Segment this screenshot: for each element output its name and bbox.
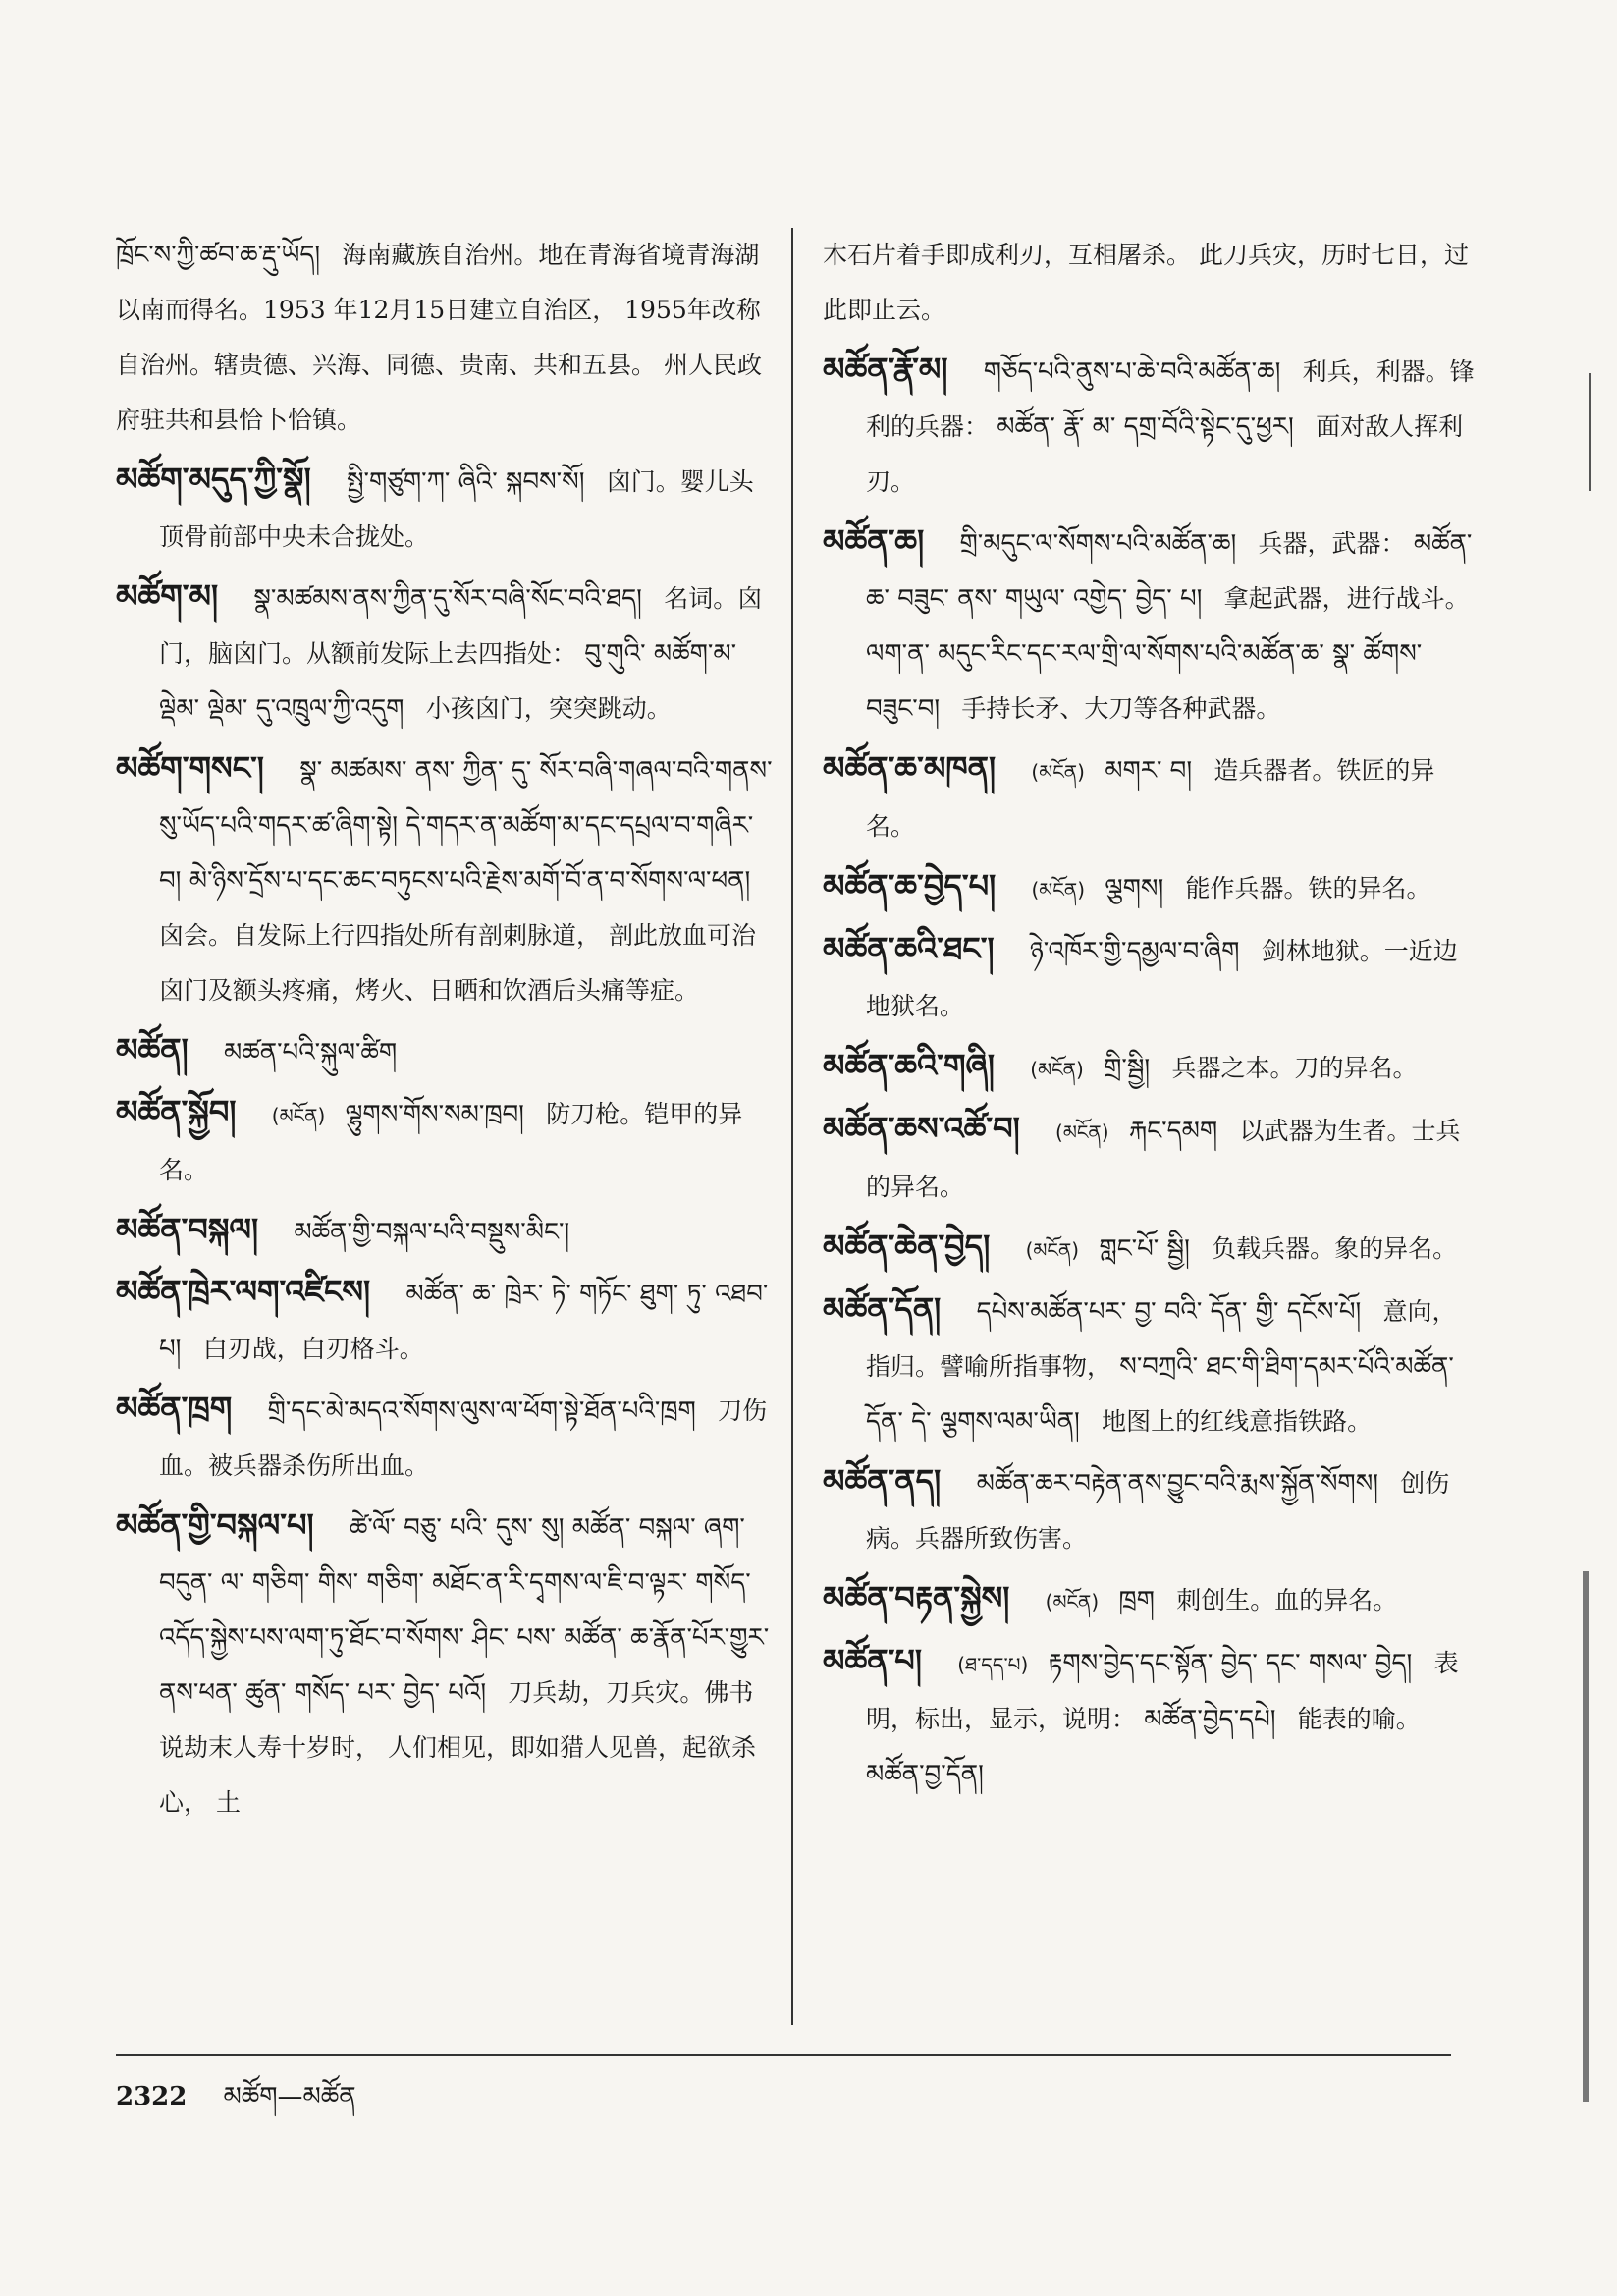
headword: མཚོན་གྱི་བསྐལ་པ།: [116, 1506, 314, 1544]
chinese-example: 地图上的红线意指铁路。: [1102, 1407, 1373, 1436]
chinese-definition: 囟门。婴儿头顶骨前部中央未合拢处。: [159, 467, 754, 551]
headword: མཚོན།: [116, 1031, 189, 1068]
dictionary-entry: [823, 342, 1481, 510]
headword: མཚོན་ཆས་འཚོ་བ།: [823, 1110, 1020, 1147]
chinese-definition: 海南藏族自治州。地在青海省境青海湖以南而得名。1953 年12月15日建立自治区， 1955年改称自治州。辖贵德、兴海、同德、贵南、共和五县。 州人民政府驻共和县恰卜恰镇。: [116, 241, 762, 434]
tibetan-definition: སྣ་ མཚམས་ ནས་ ཀྱིན་ དུ་ སོར་བཞི་གཞལ་བའི་གནས་སུ་ཡོད་པའི་གདར་ཚ་ཞིག་སྟེ། དེ་གདར་ན་མཚོག་མ་དང་དཔྲལ་བ་གཞིར་བ། མེ་ཉིས་དྲོས་པ་དང་ཆང་བཏུངས་པའི་རྗེས་མགོ་བོ་ན་བ་སོགས་ལ་ཕན།: [159, 756, 773, 896]
dictionary-entry: [116, 1264, 774, 1377]
tibetan-definition: ལྕགས།: [1105, 874, 1164, 903]
chinese-definition: 兵器之本。刀的异名。: [1171, 1054, 1418, 1082]
tibetan-definition: ཉེ་འཁོར་གྱི་དམྱལ་བ་ཞིག: [1029, 937, 1240, 966]
dictionary-entry: [823, 514, 1481, 737]
headword: མཚོན་ཆ།: [823, 522, 925, 560]
source-tag: (མངོན): [1045, 1590, 1100, 1613]
source-tag: (མངོན): [1055, 1121, 1109, 1144]
source-tag: (མངོན): [1030, 1058, 1084, 1081]
tibetan-definition: སྣ་མཚམས་ནས་ཀྱིན་དུ་སོར་བཞི་སོང་བའི་ཐད།: [253, 584, 642, 614]
dictionary-entry: [823, 921, 1481, 1034]
headword: མཚོན་ཆའི་ཐང་།: [823, 930, 995, 967]
dictionary-entry: [823, 740, 1481, 854]
edge-mark: [1589, 373, 1591, 491]
headword: མཚོན་སྐྱོབ།: [116, 1093, 237, 1130]
tibetan-example: མཚོན་བྱ་དོན།: [866, 1760, 984, 1789]
edge-mark: [1583, 1571, 1589, 2102]
source-tag: (མངོན): [271, 1104, 326, 1127]
chinese-definition: 意向，指归。譬喻所指事物，: [866, 1297, 1457, 1381]
headword: མཚོན་ཆའི་གཞི།: [823, 1047, 996, 1084]
headword: མཚོན་ཁྲག: [116, 1390, 233, 1427]
dictionary-entry: [823, 1633, 1481, 1802]
chinese-definition: 防刀枪。铠甲的异名。: [159, 1100, 743, 1184]
tibetan-definition: གྲི་སྦྱི།: [1104, 1054, 1151, 1083]
headword: མཚོན་བརྟན་སྐྱེས།: [823, 1579, 1010, 1616]
tibetan-definition: མཚན་པའི་སྐུལ་ཚིག: [223, 1038, 398, 1067]
tibetan-example: ས་བཀྲའི་ ཐང་གི་ཐིག་དམར་པོའི་མཚོན་དོན་ དེ་ ལྕགས་ལམ་ཡིན།: [866, 1352, 1454, 1437]
tibetan-definition: མཚོན་གྱི་བསྐལ་པའི་བསྡུས་མིང་།: [294, 1218, 570, 1247]
left-column: [116, 228, 774, 1834]
chinese-definition: 剑林地狱。一近边地狱名。: [866, 937, 1458, 1020]
entry-range: མཚོག—མཚོན: [223, 2082, 356, 2111]
dictionary-entry: [823, 1219, 1481, 1278]
tibetan-definition: མཚོན་ཆར་བརྟེན་ནས་བྱུང་བའི་རྨས་སྐྱོན་སོགས།: [976, 1469, 1379, 1499]
chinese-definition: 以武器为生者。士兵的异名。: [866, 1117, 1461, 1201]
tibetan-definition: རྐང་དམག: [1128, 1117, 1218, 1146]
dictionary-entry: [116, 1022, 774, 1080]
tibetan-definition: རྟགས་བྱེད་དང་སྟོན་ བྱེད་ དང་ གསལ་ བྱེད།: [1048, 1649, 1413, 1678]
tibetan-definition: ཚེ་ལོ་ བཅུ་ པའི་ དུས་ སུ། མཚོན་ བསྐལ་ ཞག་ བདུན་ ལ་ གཅིག་ གིས་ གཅིག་ མཐོང་ན་རི་དྭགས་ལ་ཇི་བ་ལྟར་ གསོད་ འདོད་སྐྱེས་པས་ལག་ཏུ་ཐོང་བ་སོགས་ ཤིང་ པས་ མཚོན་ ཆ་རྣོན་པོར་གྱུར་ནས་ཕན་ ཚུན་ གསོད་ པར་ བྱེད་ པའོ།: [159, 1513, 770, 1708]
headword: མཚོན་ཆ་མཁན།: [823, 749, 997, 787]
tibetan-definition: གཅོད་པའི་ནུས་པ་ཆེ་བའི་མཚོན་ཆ།: [983, 357, 1281, 387]
tibetan-definition: ལྷུགས་གོས་སམ་ཁྲབ།: [345, 1100, 524, 1129]
headword: མཚོག་མདུད་ཀྱི་སྣོ།: [116, 461, 311, 498]
headword: མཚོན་པ།: [823, 1642, 922, 1679]
chinese-definition: 名词。囟门，脑囟门。从额前发际上去四指处：: [159, 584, 763, 668]
dictionary-entry: [116, 1381, 774, 1494]
tibetan-definition: ཁྲོང་ས་ཀྱི་ཚབ་ཆ་རྡུ་ཡོད།: [116, 241, 321, 270]
tibetan-example: མཚོན་ ཆ་ བཟུང་ ནས་ གཡུལ་ འགྱེད་ བྱེད་ པ།: [866, 529, 1473, 614]
chinese-example: 拿起武器，进行战斗。: [1223, 584, 1470, 613]
chinese-definition: 造兵器者。铁匠的异名。: [866, 756, 1435, 841]
chinese-definition: 创伤病。兵器所致伤害。: [866, 1469, 1450, 1553]
right-column: [823, 228, 1481, 1806]
tibetan-definition: ཁྲག: [1118, 1586, 1155, 1615]
tibetan-example: བུ་གུའི་ མཚོག་མ་ ལྡེམ་ ལྡེམ་ དུ་འཁྲུལ་ཀྱི་འདུག: [159, 639, 737, 724]
source-tag: (ཐ་དད་པ): [957, 1653, 1029, 1676]
tibetan-definition: གྲི་དང་མེ་མདའ་སོགས་ལུས་ལ་ཕོག་སྟེ་ཐོན་པའི་ཁྲག: [267, 1396, 696, 1426]
source-tag: (མངོན): [1031, 760, 1085, 784]
chinese-definition: 木石片着手即成利刃，互相屠杀。 此刀兵灾，历时七日，过此即止云。: [823, 241, 1469, 324]
chinese-definition: 负载兵器。象的异名。: [1212, 1234, 1458, 1263]
headword: མཚོན་རྣོ་མ།: [823, 351, 948, 388]
dictionary-entry: [116, 228, 774, 448]
page-number: 2322: [116, 2082, 188, 2111]
chinese-example: 手持长矛、大刀等各种武器。: [961, 694, 1281, 723]
tibetan-example: ལག་ན་ མདུང་རིང་དང་རལ་གྲི་ལ་སོགས་པའི་མཚོན་ཆ་ སྣ་ ཚོགས་ བཟུང་བ།: [866, 639, 1423, 724]
chinese-definition: 白刃战，白刃格斗。: [202, 1335, 424, 1363]
headword: མཚོག་མ།: [116, 577, 219, 615]
source-tag: (མངོན): [1025, 1238, 1080, 1262]
chinese-example: 面对敌人挥利刃。: [866, 412, 1464, 496]
chinese-definition: 刀兵劫，刀兵灾。佛书说劫末人寿十岁时， 人们相见，即如猎人见兽，起欲杀心， 土: [159, 1678, 756, 1817]
headword: མཚོན་ཁྲེར་ལག་འཛིངས།: [116, 1273, 371, 1310]
chinese-definition: 兵器，武器：: [1258, 529, 1406, 558]
dictionary-entry: [823, 1453, 1481, 1566]
dictionary-entry: [823, 1101, 1481, 1215]
headword: མཚོན་བསྐལ།: [116, 1211, 259, 1248]
headword: མཚོན་ནད།: [823, 1462, 942, 1500]
dictionary-entry: [116, 452, 774, 565]
dictionary-entry: [116, 1498, 774, 1831]
chinese-definition: 能作兵器。铁的异名。: [1185, 874, 1431, 902]
page-footer: [116, 2068, 356, 2140]
dictionary-entry: [116, 569, 774, 737]
dictionary-entry: [823, 1038, 1481, 1097]
chinese-definition: 利兵，利器。锋利的兵器：: [866, 357, 1475, 441]
dictionary-entry: [116, 1202, 774, 1260]
chinese-definition: 刀伤血。被兵器杀伤所出血。: [159, 1396, 768, 1480]
chinese-definition: 表明，标出，显示，说明：: [866, 1649, 1459, 1733]
chinese-definition: 囟会。自发际上行四指处所有剖刺脉道， 剖此放血可治囟门及额头疼痛，烤火、日晒和饮酒后头痛等症。: [159, 921, 756, 1005]
dictionary-entry: [823, 858, 1481, 917]
chinese-example: 小孩囟门，突突跳动。: [425, 694, 672, 723]
headword: མཚོན་དོན།: [823, 1290, 942, 1328]
footer-rule: [116, 2054, 1451, 2056]
tibetan-definition: དཔེས་མཚོན་པར་ བྱ་ བའི་ དོན་ གྱི་ དངོས་པོ།: [976, 1297, 1362, 1327]
dictionary-entry: [823, 1570, 1481, 1629]
tibetan-definition: མགར་ བ།: [1105, 756, 1193, 786]
tibetan-definition: སྤྱི་གཙུག་ཀ་ ཞིའི་ སྐབས་སོ།: [346, 467, 585, 497]
tibetan-definition: གྲི་མདུང་ལ་སོགས་པའི་མཚོན་ཆ།: [959, 529, 1237, 559]
chinese-definition: 刺创生。血的异名。: [1176, 1586, 1398, 1614]
headword: མཚོན་ཆེན་བྱེད།: [823, 1228, 991, 1265]
dictionary-entry: [823, 228, 1481, 338]
headword: མཚོག་གསང་།: [116, 749, 264, 787]
tibetan-example: མཚོན་བྱེད་དཔེ།: [1144, 1705, 1276, 1734]
tibetan-definition: གླང་པོ་ སྦྱི།: [1099, 1234, 1190, 1264]
column-divider: [791, 228, 793, 2025]
source-tag: (མངོན): [1031, 878, 1085, 902]
chinese-example: 能表的喻。: [1297, 1705, 1421, 1733]
dictionary-entry: [116, 740, 774, 1018]
dictionary-entry: [116, 1084, 774, 1198]
tibetan-definition: མཚོན་ ཆ་ ཁྲེར་ ཏེ་ གཏོང་ ཐུག་ ཏུ་ འཐབ་ པ།: [159, 1280, 769, 1364]
tibetan-example: མཚོན་ རྣོ་ མ་ དགྲ་བོའི་སྟེང་དུ་ཕྱར།: [997, 412, 1294, 442]
dictionary-entry: [823, 1282, 1481, 1449]
headword: མཚོན་ཆ་བྱེད་པ།: [823, 867, 997, 904]
